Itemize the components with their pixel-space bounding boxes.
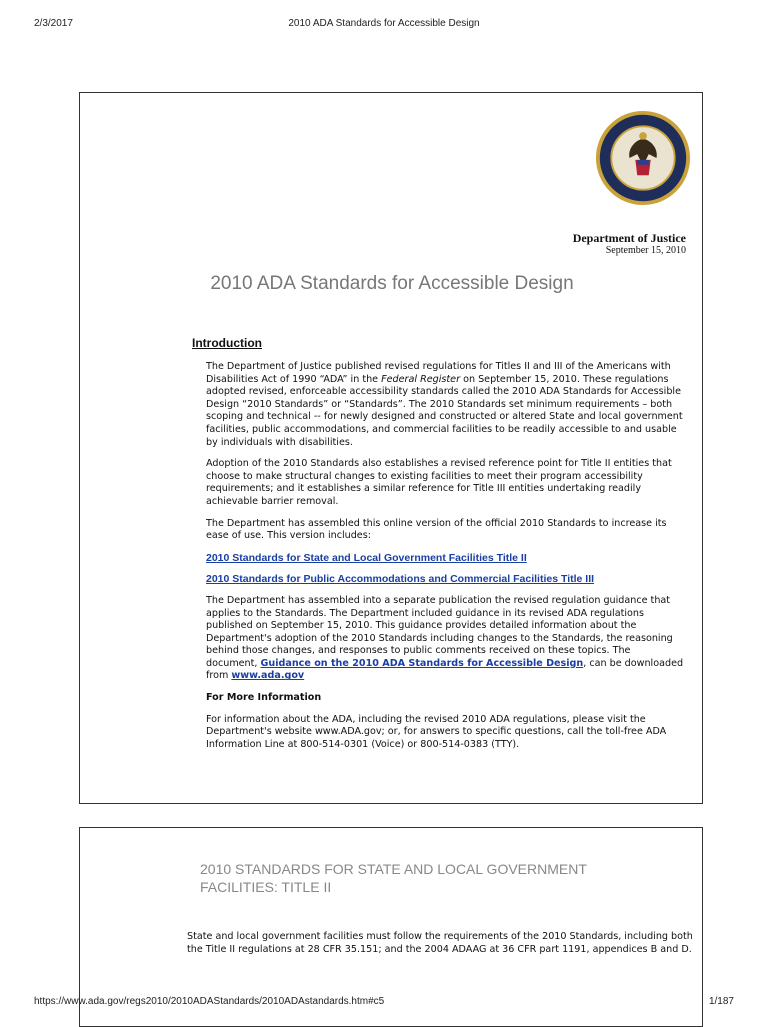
title-ii-standards-link[interactable]: 2010 Standards for State and Local Government Facilities Title II (206, 551, 527, 564)
page-title: 2010 ADA Standards for Accessible Design (210, 273, 574, 294)
intro-p1-text-a: The Department of Justice published revised regulations for Titles II and III of the Americans with Disabilities Act of 1990 “ADA” in the (206, 361, 671, 385)
intro-heading: Introduction (192, 336, 262, 350)
intro-paragraph-3: The Department has assembled this online version of the official 2010 Standards to increase its ease of use. This version includes: (206, 517, 667, 542)
department-of-justice-seal-icon (595, 110, 691, 206)
intro-content (206, 361, 684, 760)
print-page-number: 1/187 (708, 996, 734, 1007)
more-info-paragraph: For information about the ADA, including the revised 2010 ADA regulations, please visit the Department's website www.ADA.gov; or, for answers to specific questions, call the toll-free ADA Information Line at 800-514-0301 (Voice) or 800-514-0383 (TTY). (206, 713, 667, 750)
agency-name: Department of Justice (572, 231, 686, 245)
intro-p1-text-b: on September 15, 2010. These regulations adopted revised, enforceable accessibility standards called the 2010 ADA Standards for Accessible Design “2010 Standards” or “Standards”. The 2010 Standards set minimum requirements – both scoping and technical -- for newly designed and constructed or altered State and local government facilities, public accommodations, and commercial facilities to be readily accessible to and usable by individuals with disabilities. (206, 373, 683, 448)
link-row-title-ii (206, 552, 684, 565)
intro-paragraph-2: Adoption of the 2010 Standards also establishes a revised reference point for Title II entities that choose to make structural changes to existing facilities to meet their program accessibility requirements; and it establishes a similar reference for Title III entities undertaking readily achievable barrier removal. (206, 458, 672, 507)
section-title: 2010 STANDARDS FOR STATE AND LOCAL GOVERNMENT FACILITIES: TITLE II (200, 861, 587, 895)
federal-register-emphasis: Federal Register (381, 373, 461, 385)
intro-p4-text-a: The Department has assembled into a separate publication the revised regulation guidance that applies to the Standards. The Department included guidance in its revised ADA regulations published on September 15, 2010. This guidance provides detailed information about the Department's adoption of the 2010 Standards including changes to the Standards, the reasoning behind those changes, and responses to public comments received on these topics. The document, (206, 594, 673, 669)
intro-paragraph-1 (206, 361, 684, 449)
section-body: State and local government facilities must follow the requirements of the 2010 Standards, including both the Title II regulations at 28 CFR 35.151; and the 2004 ADAAG at 36 CFR part 1191, appendices B and D. (187, 931, 693, 955)
print-date: 2/3/2017 (34, 18, 73, 29)
print-title: 2010 ADA Standards for Accessible Design (288, 18, 480, 29)
intro-panel (79, 92, 703, 804)
more-info-heading: For More Information (206, 692, 322, 704)
guidance-link[interactable]: Guidance on the 2010 ADA Standards for Accessible Design (260, 657, 584, 669)
intro-paragraph-4 (206, 595, 684, 683)
publication-date: September 15, 2010 (605, 245, 686, 256)
link-row-title-iii (206, 573, 684, 586)
ada-gov-link[interactable]: www.ada.gov (231, 670, 305, 682)
title-iii-standards-link[interactable]: 2010 Standards for Public Accommodations and Commercial Facilities Title III (206, 573, 595, 586)
print-url: https://www.ada.gov/regs2010/2010ADAStandards/2010ADAstandards.htm#c5 (34, 996, 385, 1007)
intro-p4-text-b: , can be downloaded from (206, 657, 684, 682)
